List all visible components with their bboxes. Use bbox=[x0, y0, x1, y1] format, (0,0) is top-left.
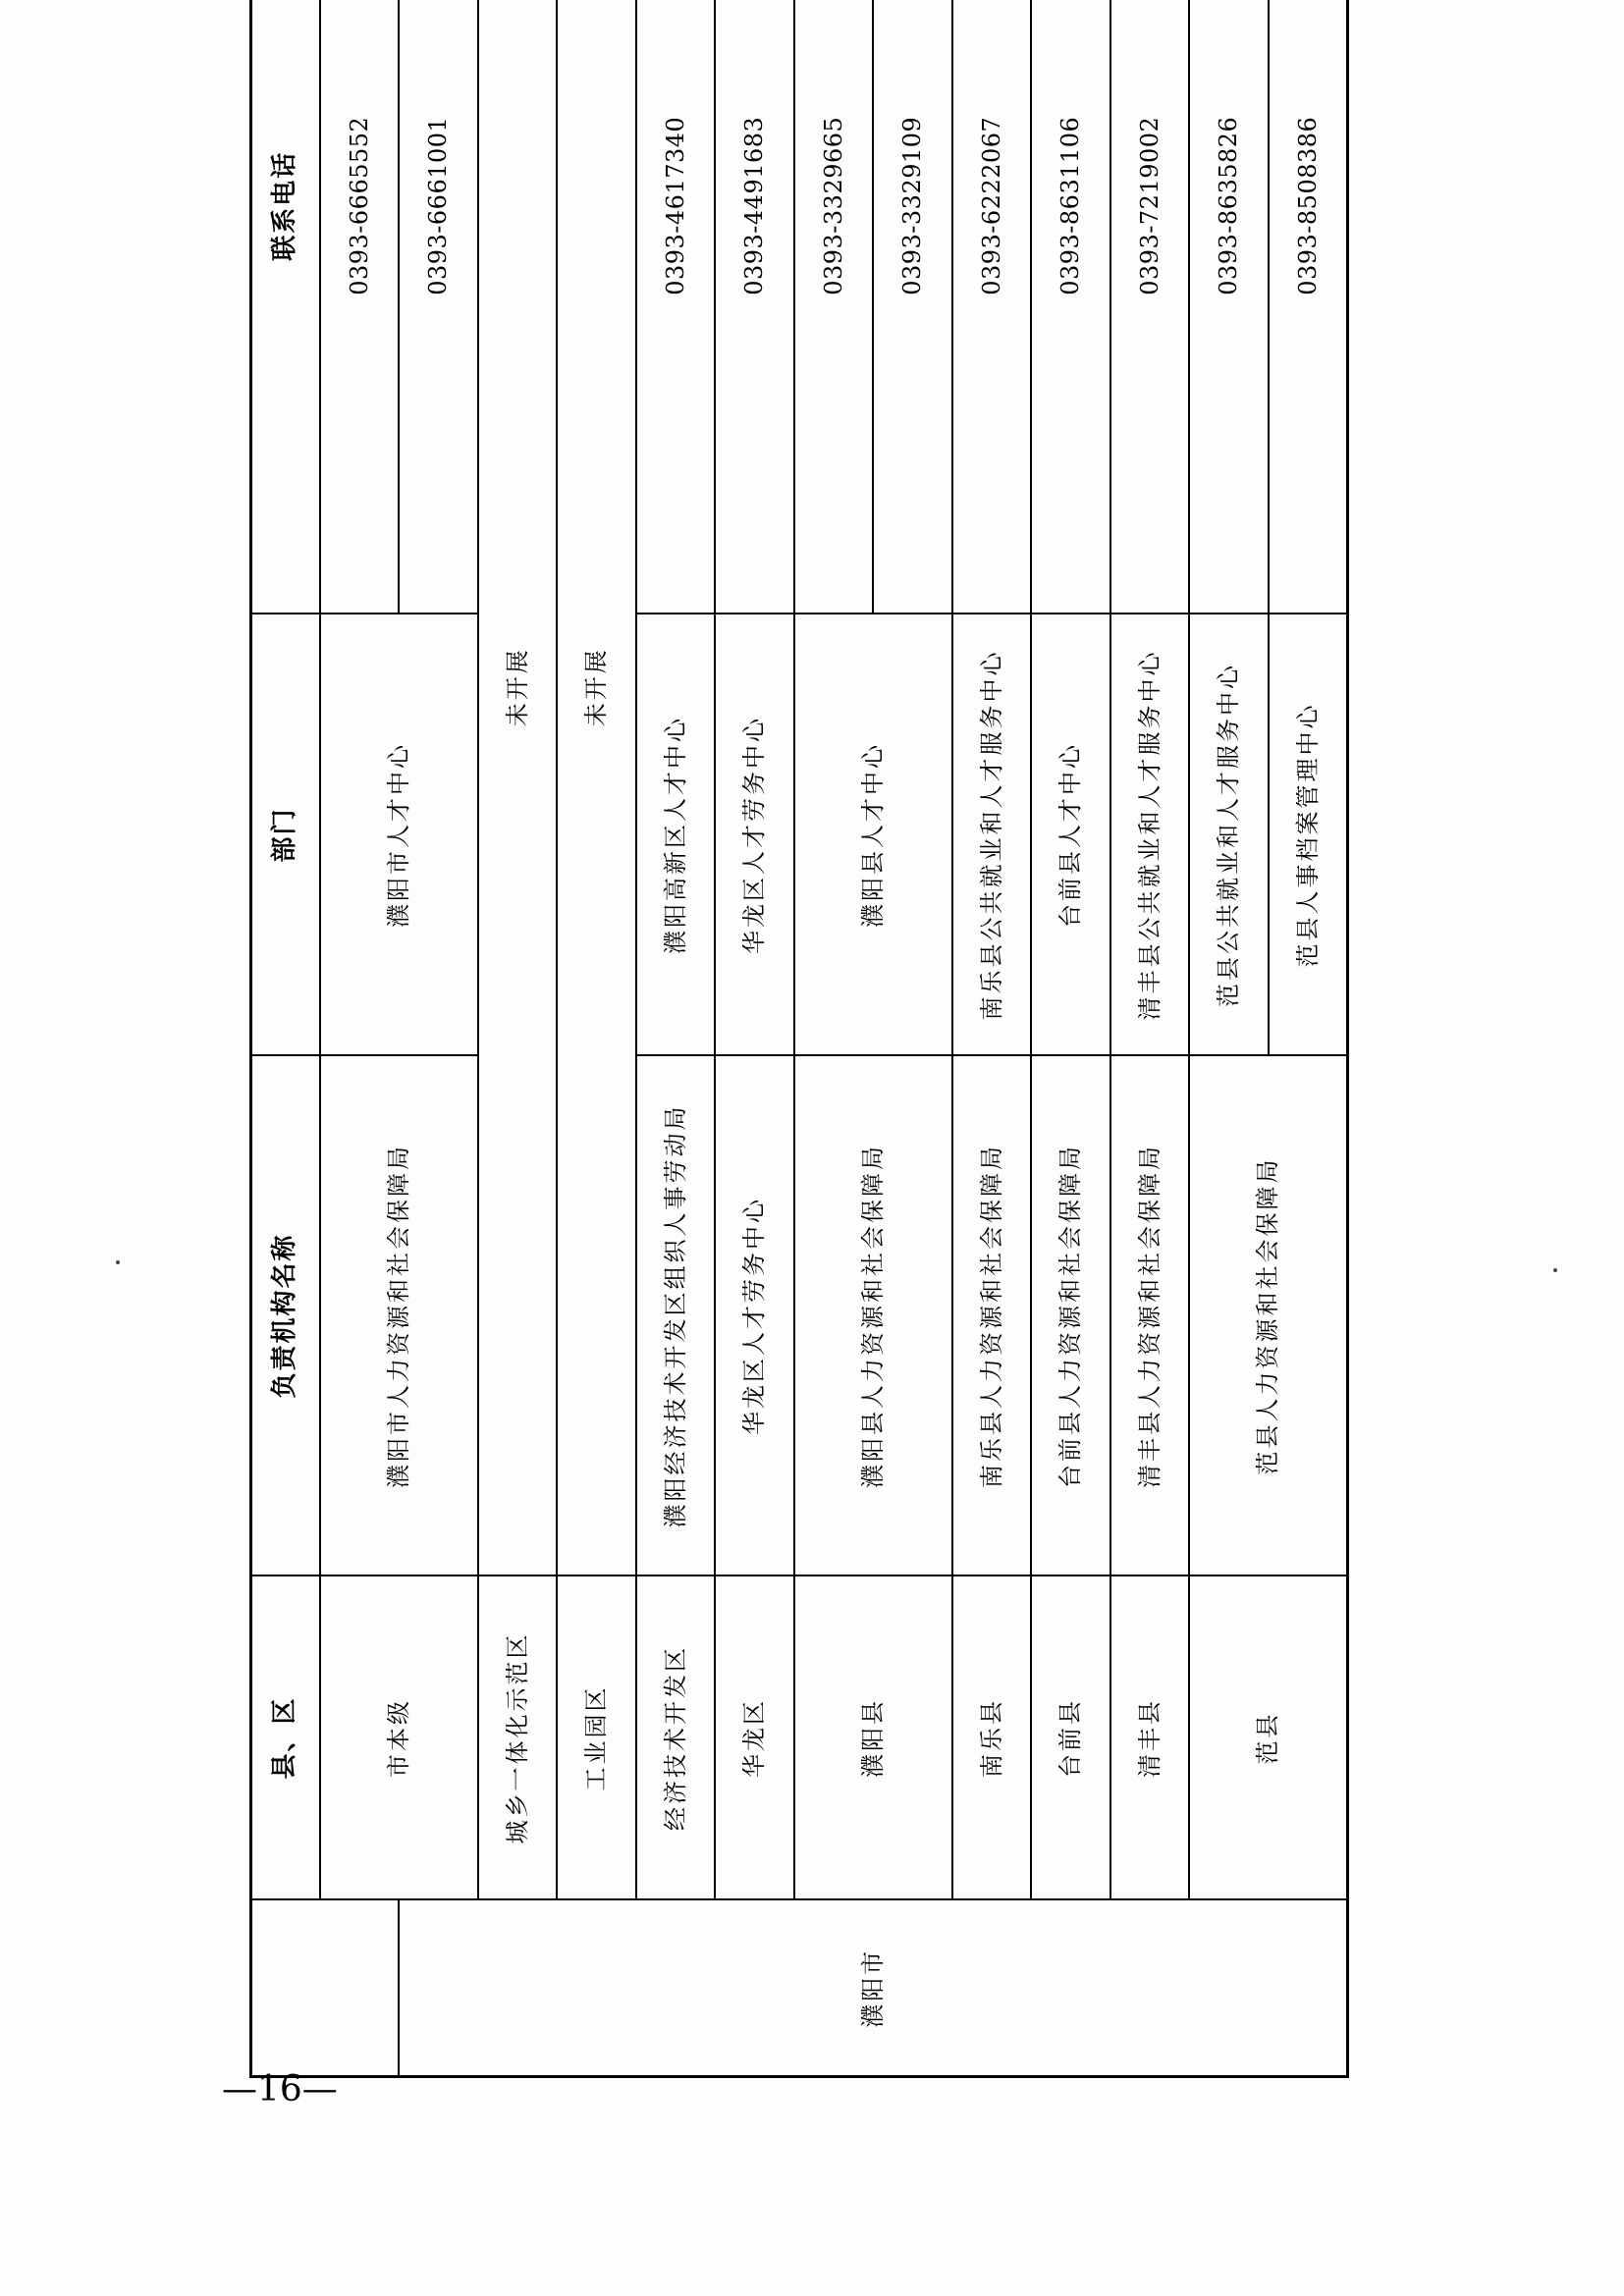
district-cell: 南乐县 bbox=[952, 1576, 1032, 1900]
phone-cell: 0393-4491683 bbox=[715, 0, 794, 614]
phone-cell: 0393-8631106 bbox=[1031, 0, 1110, 614]
district-cell: 台前县 bbox=[1031, 1576, 1110, 1900]
scan-speck bbox=[1553, 1268, 1557, 1272]
department-cell: 濮阳高新区人才中心 bbox=[636, 614, 716, 1056]
scan-speck bbox=[116, 1260, 120, 1264]
table-row bbox=[715, 0, 794, 2077]
agency-cell: 华龙区人才劳务中心 bbox=[715, 1056, 794, 1576]
district-cell: 清丰县 bbox=[1110, 1576, 1190, 1900]
district-cell: 城乡一体化示范区 bbox=[478, 1576, 558, 1900]
department-cell: 濮阳市人才中心 bbox=[320, 614, 478, 1056]
header-city bbox=[251, 1900, 400, 2077]
department-cell: 华龙区人才劳务中心 bbox=[715, 614, 794, 1056]
agency-cell: 濮阳经济技术开发区组织人事劳动局 bbox=[636, 1056, 716, 1576]
table-row bbox=[1189, 0, 1269, 2077]
table-row bbox=[1031, 0, 1110, 2077]
not-started-cell: 未开展 bbox=[557, 0, 636, 1576]
table-row bbox=[557, 0, 636, 2077]
table-row bbox=[478, 0, 558, 2077]
header-agency: 负责机构名称 bbox=[251, 1056, 320, 1576]
district-cell: 工业园区 bbox=[557, 1576, 636, 1900]
city-cell: 濮阳市 bbox=[399, 1900, 1347, 2077]
department-cell: 濮阳县人才中心 bbox=[794, 614, 952, 1056]
district-cell: 华龙区 bbox=[715, 1576, 794, 1900]
rotated-table-container bbox=[249, 0, 1349, 2078]
header-district: 县、区 bbox=[251, 1576, 320, 1900]
table-row bbox=[636, 0, 716, 2077]
table-header-row bbox=[251, 0, 320, 2077]
department-cell: 南乐县公共就业和人才服务中心 bbox=[952, 614, 1032, 1056]
agency-cell: 清丰县人力资源和社会保障局 bbox=[1110, 1056, 1190, 1576]
agency-cell: 南乐县人力资源和社会保障局 bbox=[952, 1056, 1032, 1576]
agency-cell: 濮阳市人力资源和社会保障局 bbox=[320, 1056, 478, 1576]
department-cell: 范县公共就业和人才服务中心 bbox=[1189, 614, 1269, 1056]
table-row bbox=[1110, 0, 1190, 2077]
phone-cell: 0393-7219002 bbox=[1110, 0, 1190, 614]
phone-cell: 0393-4617340 bbox=[636, 0, 716, 614]
district-cell: 经济技术开发区 bbox=[636, 1576, 716, 1900]
phone-cell: 0393-3329665 bbox=[794, 0, 874, 614]
department-cell: 范县人事档案管理中心 bbox=[1269, 614, 1348, 1056]
phone-cell: 0393-3329109 bbox=[873, 0, 952, 614]
phone-cell: 0393-6665552 bbox=[320, 0, 400, 614]
contact-table bbox=[249, 0, 1349, 2078]
phone-cell: 0393-6222067 bbox=[952, 0, 1032, 614]
district-cell: 市本级 bbox=[320, 1576, 478, 1900]
agency-cell: 台前县人力资源和社会保障局 bbox=[1031, 1056, 1110, 1576]
table-row bbox=[320, 0, 400, 2077]
district-cell: 濮阳县 bbox=[794, 1576, 952, 1900]
district-cell: 范县 bbox=[1189, 1576, 1347, 1900]
phone-cell: 0393-8508386 bbox=[1269, 0, 1348, 614]
agency-cell: 范县人力资源和社会保障局 bbox=[1189, 1056, 1347, 1576]
header-department: 部门 bbox=[251, 614, 320, 1056]
header-phone: 联系电话 bbox=[251, 0, 320, 614]
agency-cell: 濮阳县人力资源和社会保障局 bbox=[794, 1056, 952, 1576]
page-number: —16— bbox=[222, 2069, 338, 2109]
phone-cell: 0393-8635826 bbox=[1189, 0, 1269, 614]
department-cell: 台前县人才中心 bbox=[1031, 614, 1110, 1056]
department-cell: 清丰县公共就业和人才服务中心 bbox=[1110, 614, 1190, 1056]
not-started-cell: 未开展 bbox=[478, 0, 558, 1576]
phone-cell: 0393-6661001 bbox=[399, 0, 478, 614]
table-row bbox=[952, 0, 1032, 2077]
table-row bbox=[794, 0, 874, 2077]
